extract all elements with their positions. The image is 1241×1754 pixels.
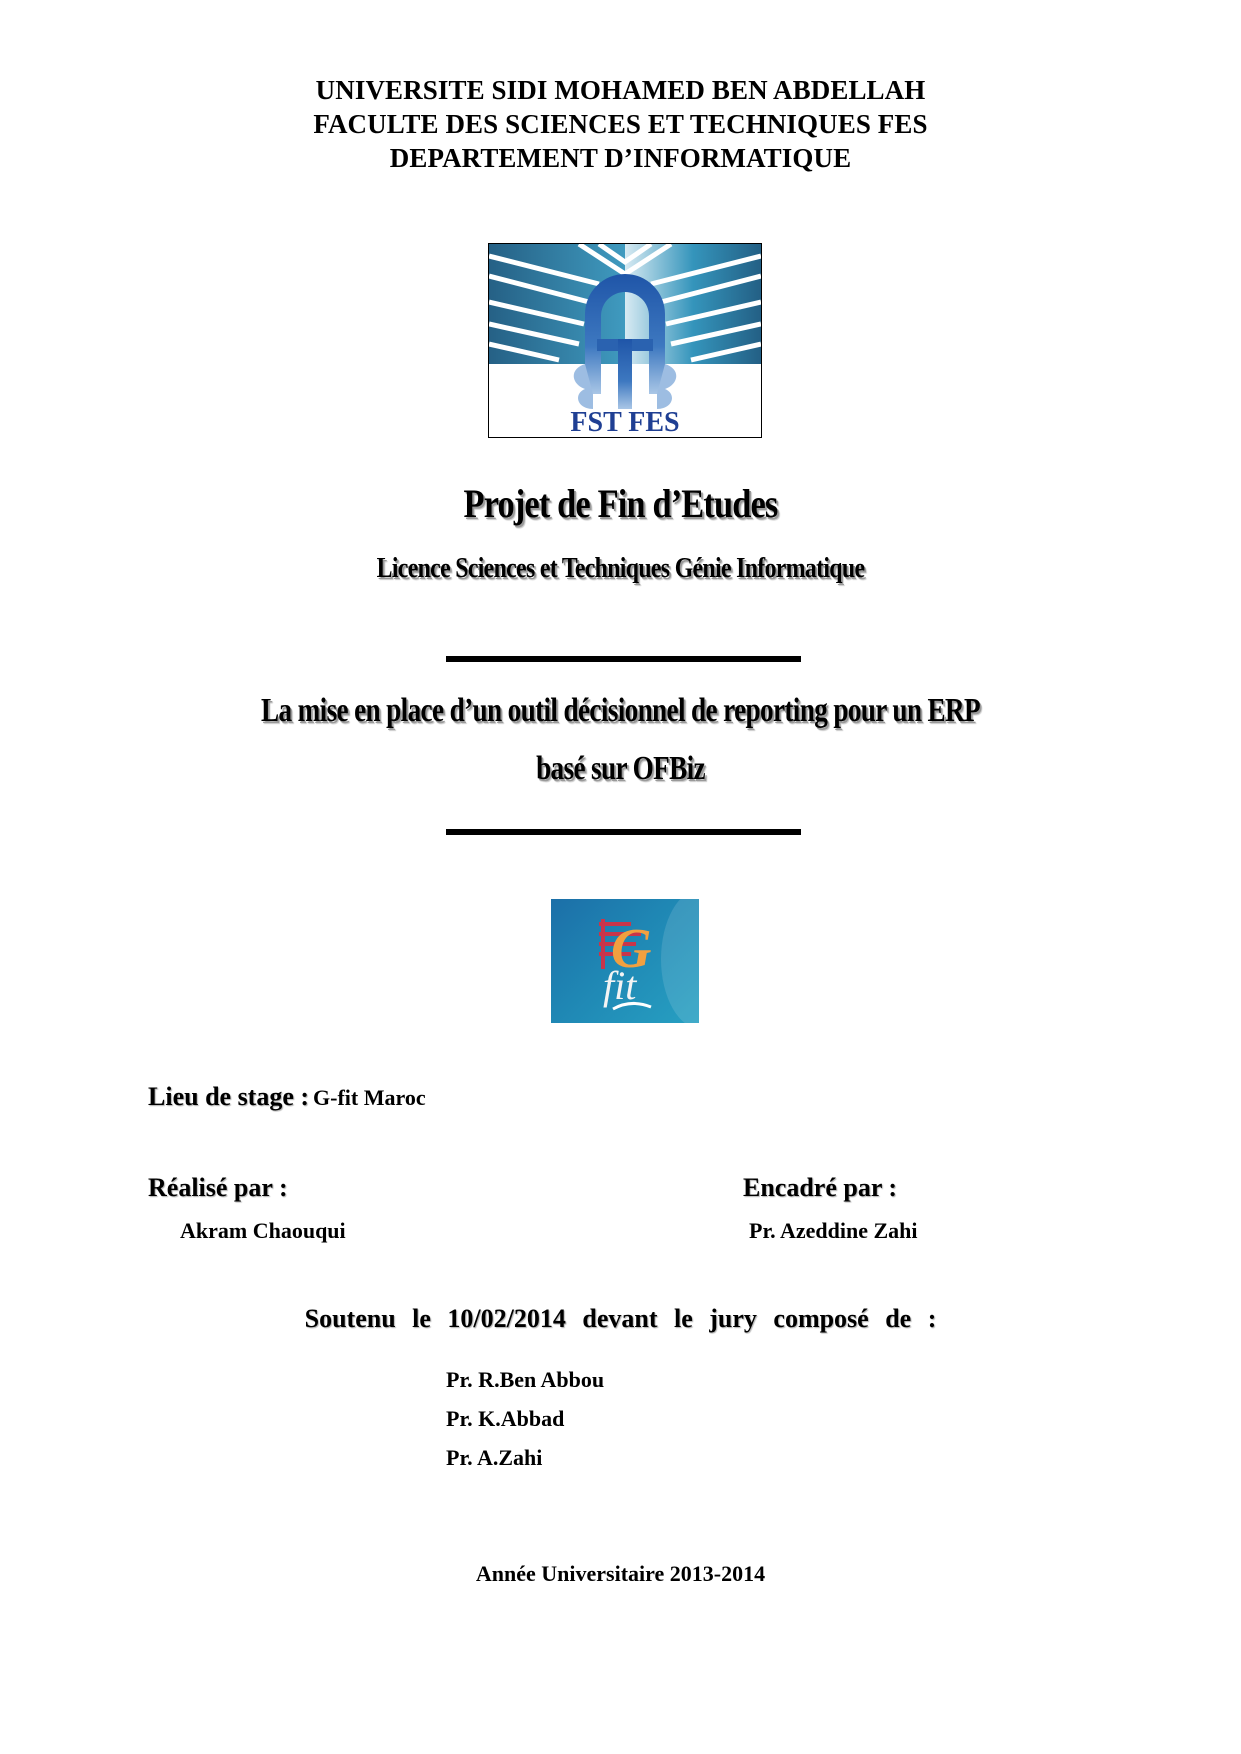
internship-location xyxy=(148,1082,426,1112)
academic-year: Année Universitaire 2013-2014 xyxy=(475,1561,766,1586)
gfit-emblem-icon xyxy=(551,899,699,1023)
document-heading: Projet de Fin d’Etudes xyxy=(463,481,778,526)
jury-member: Pr. A.Zahi xyxy=(446,1445,543,1470)
realise-label: Réalisé par : xyxy=(148,1173,288,1202)
jury-member: Pr. R.Ben Abbou xyxy=(446,1367,605,1392)
subject-line-2: basé sur OFBiz xyxy=(536,750,705,787)
subject-line-1: La mise en place d’un outil décisionnel de reporting pour un ERP xyxy=(261,692,980,729)
gfit-logo xyxy=(551,899,699,1023)
jury-member: Pr. K.Abbad xyxy=(446,1406,565,1431)
university-name: UNIVERSITE SIDI MOHAMED BEN ABDELLAH xyxy=(315,75,926,105)
svg-text:fit: fit xyxy=(603,963,637,1008)
internship-label: Lieu de stage : xyxy=(148,1082,310,1111)
encadre-label: Encadré par : xyxy=(743,1173,898,1202)
divider-top xyxy=(446,656,801,662)
divider-bottom xyxy=(446,829,801,835)
fst-fes-logo xyxy=(488,243,762,438)
supervisor-name: Pr. Azeddine Zahi xyxy=(749,1218,918,1243)
internship-value: G-fit Maroc xyxy=(313,1085,426,1110)
department-name: DEPARTEMENT D’INFORMATIQUE xyxy=(389,143,852,173)
degree-title: Licence Sciences et Techniques Génie Informatique xyxy=(376,552,865,584)
student-name: Akram Chaouqui xyxy=(180,1218,346,1243)
defense-statement: Soutenu le 10/02/2014 devant le jury composé de : xyxy=(304,1304,937,1333)
svg-text:FST FES: FST FES xyxy=(570,407,680,437)
fst-emblem-icon xyxy=(489,244,761,437)
faculty-name: FACULTE DES SCIENCES ET TECHNIQUES FES xyxy=(313,109,928,139)
svg-text:G: G xyxy=(611,918,652,980)
